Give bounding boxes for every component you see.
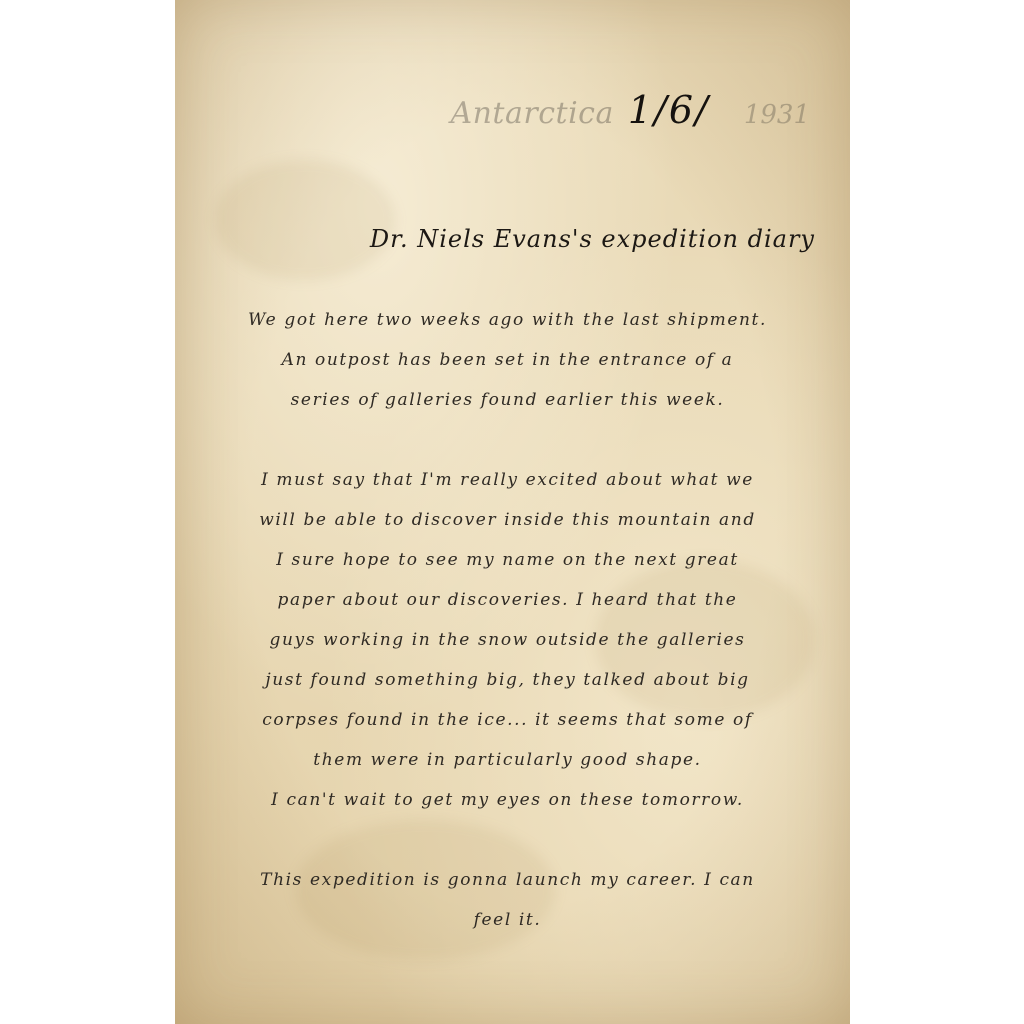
text-line: I sure hope to see my name on the next great	[276, 550, 739, 570]
paragraph-excitement	[205, 460, 810, 820]
diary-page	[175, 0, 850, 1024]
diary-entry	[205, 300, 810, 980]
date-place: Antarctica	[450, 96, 614, 131]
date-year: 1931	[743, 100, 810, 130]
text-line: We got here two weeks ago with the last shipment.	[248, 310, 767, 330]
text-line: I can't wait to get my eyes on these tomorrow.	[271, 790, 744, 810]
paragraph-career	[205, 860, 810, 940]
text-line: This expedition is gonna launch my career. I can	[260, 870, 755, 890]
paper-stain	[215, 160, 395, 280]
text-line: paper about our discoveries. I heard that the	[277, 590, 738, 610]
text-line: guys working in the snow outside the galleries	[269, 630, 746, 650]
diary-date	[450, 88, 810, 132]
text-line: series of galleries found earlier this week.	[290, 390, 725, 410]
text-line: will be able to discover inside this mountain and	[259, 510, 756, 530]
text-line: An outpost has been set in the entrance of a	[281, 350, 734, 370]
text-line: corpses found in the ice... it seems that some of	[262, 710, 753, 730]
text-line: I must say that I'm really excited about what we	[261, 470, 754, 490]
text-line: feel it.	[473, 910, 542, 930]
text-line: just found something big, they talked about big	[265, 670, 750, 690]
text-line: them were in particularly good shape.	[313, 750, 702, 770]
diary-title: Dr. Niels Evans's expedition diary	[369, 225, 815, 253]
paragraph-arrival	[205, 300, 810, 420]
date-day: 1/6/	[627, 88, 710, 132]
